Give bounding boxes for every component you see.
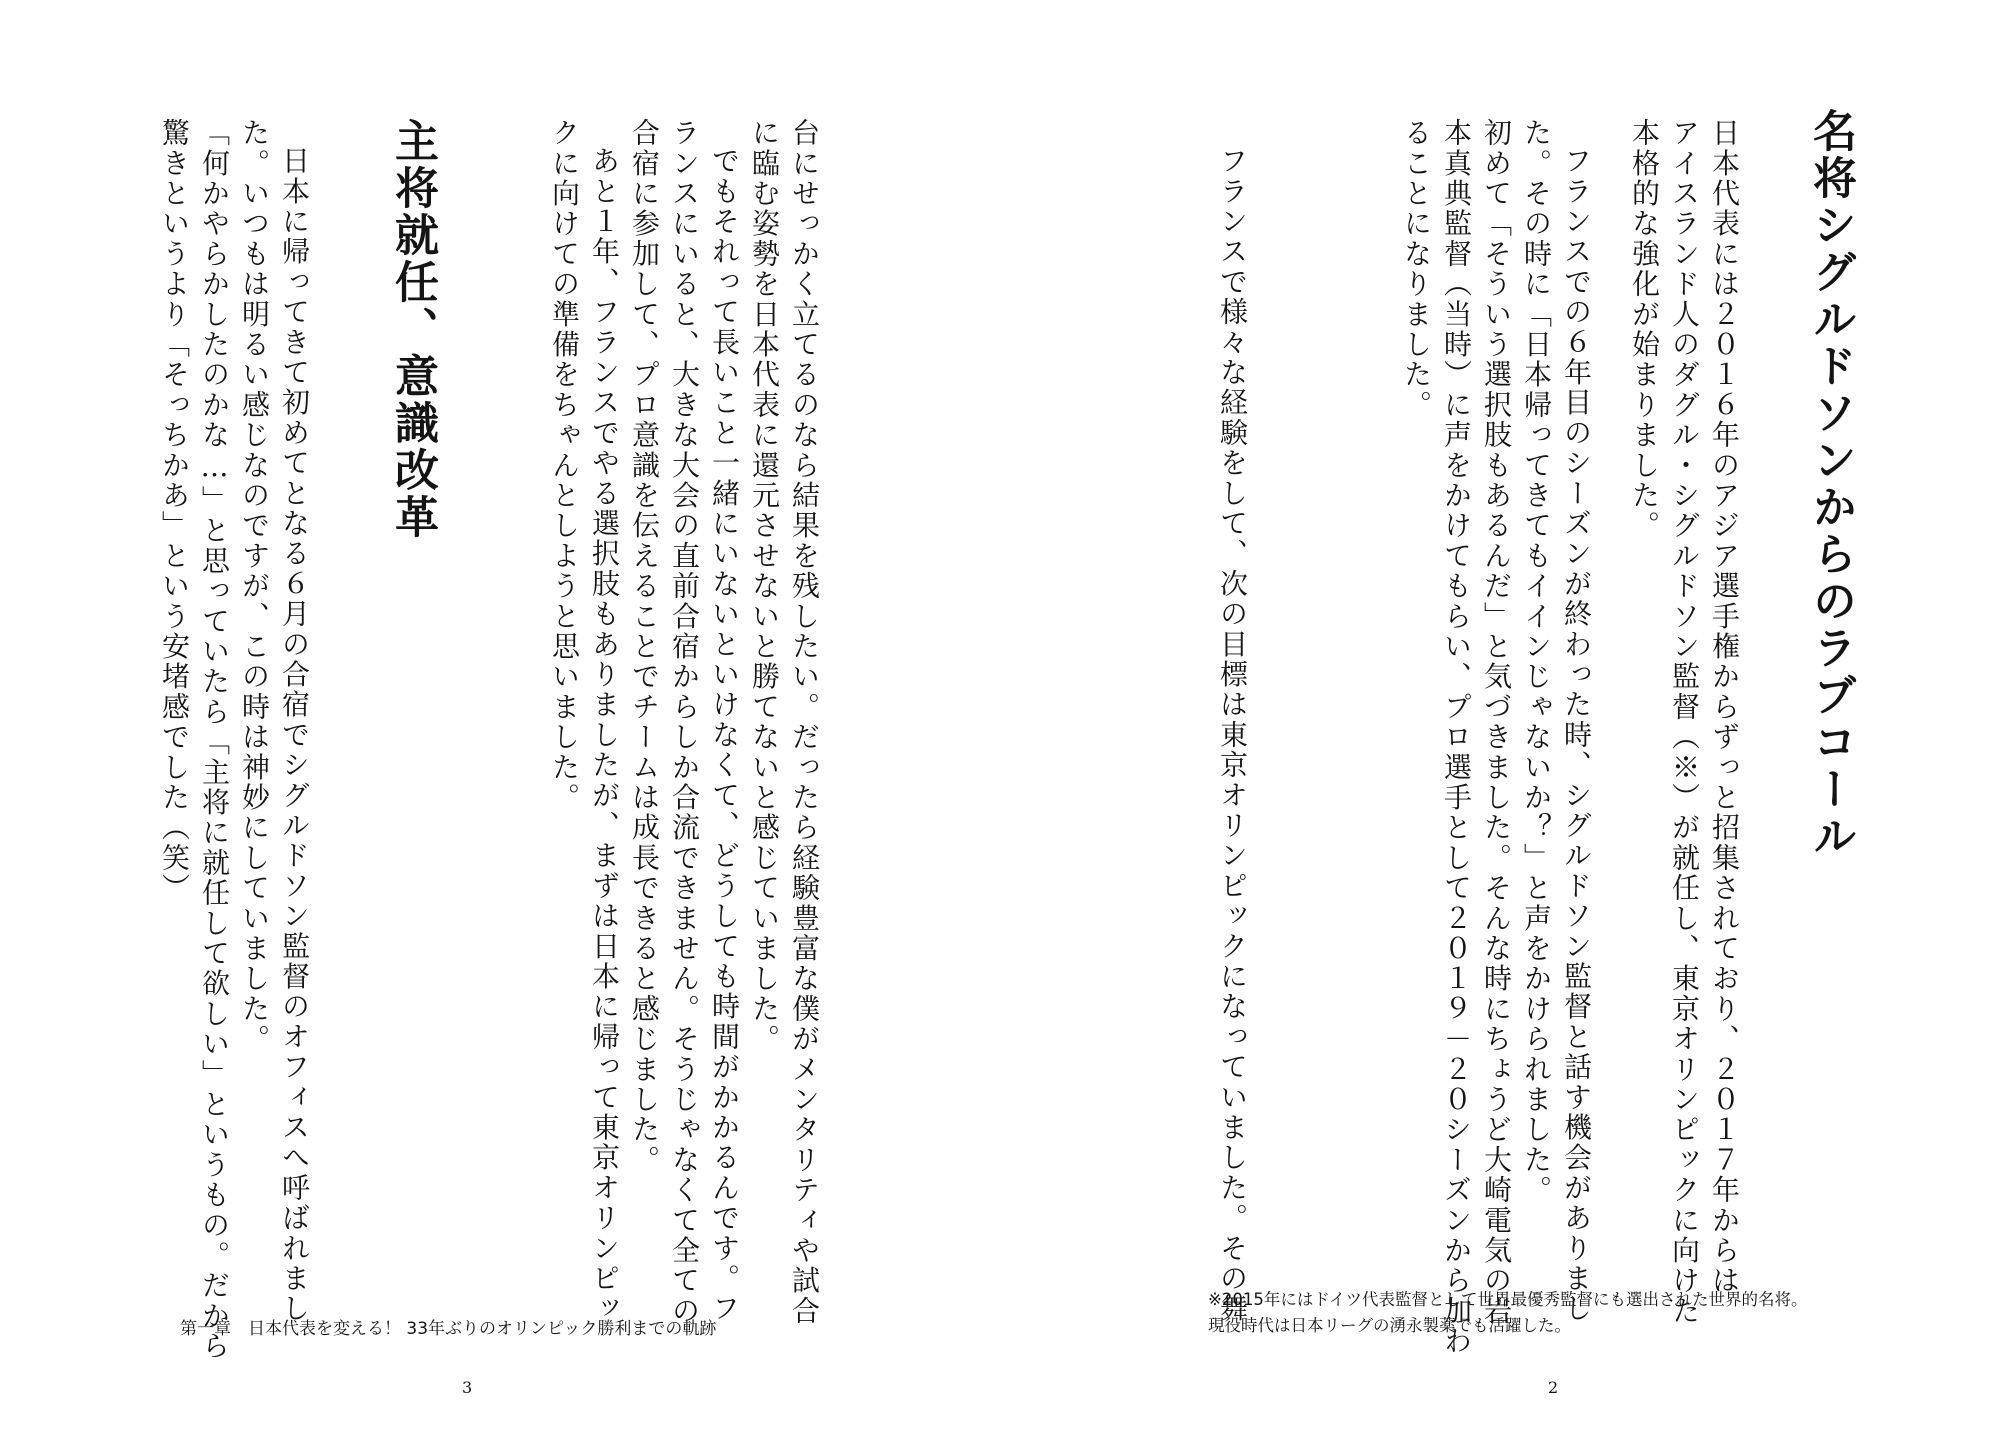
- section-heading: 主将就任、意識改革: [387, 118, 438, 541]
- text-line: フランスで様々な経験をして、次の目標は東京オリンピックになっていました。その舞: [1216, 146, 1249, 1324]
- text-line: た。いつもは明るい感じなのですが、この時は神妙にしていました。: [238, 118, 271, 1055]
- text-line: フランスでの６年目のシーズンが終わった時、シグルドソン監督と話す機会がありまし: [1560, 146, 1593, 1324]
- footnote: ※2015年にはドイツ代表監督として世界最優秀監督にも選出された世界的名将。: [1208, 1290, 1808, 1309]
- text-line: 初めて「そういう選択肢もあるんだ」と気づきました。そんな時にちょうど大崎電気の岩: [1480, 118, 1513, 1326]
- text-line: 合宿に参加して、プロ意識を伝えることでチームは成長できると感じました。: [628, 118, 661, 1175]
- text-line: 台にせっかく立てるのなら結果を残したい。だったら経験豊富な僕がメンタリティや試合: [788, 118, 821, 1326]
- section-heading: 名将シグルドソンからのラブコール: [1805, 108, 1856, 860]
- text-line: 本真典監督（当時）に声をかけてもらい、プロ選手として２０１９－２０シーズンから加わ: [1440, 118, 1473, 1357]
- text-line: た。その時に「日本帰ってきてもイインじゃないか？」と声をかけられました。: [1520, 118, 1553, 1206]
- text-line: 本格的な強化が始まりました。: [1628, 118, 1661, 541]
- text-line: に臨む姿勢を日本代表に還元させないと勝てないと感じていました。: [748, 118, 781, 1055]
- text-line: ランスにいると、大きな大会の直前合宿からしか合流できません。そうじゃなくて全ての: [668, 118, 701, 1326]
- page-number: 2: [1548, 1378, 1559, 1397]
- text-line: ることになりました。: [1400, 118, 1433, 420]
- footnote: 現役時代は日本リーグの湧永製薬でも活躍した。: [1208, 1316, 1571, 1335]
- text-line: クに向けての準備をちゃんとしようと思いました。: [548, 118, 581, 813]
- text-line: 驚きというより「そっちかあ」という安堵感でした（笑）: [158, 118, 191, 904]
- right-page: [1002, 0, 2004, 1454]
- text-line: 日本代表には２０１６年のアジア選手権からずっと招集されており、２０１７年からは: [1708, 118, 1741, 1296]
- text-line: 「何かやらかしたのかな…」と思っていたら「主将に就任して欲しい」というもの。だから: [198, 118, 231, 1362]
- text-line: あと１年、フランスでやる選択肢もありましたが、まずは日本に帰って東京オリンピッ: [588, 146, 621, 1324]
- page-number: 3: [462, 1378, 473, 1397]
- text-line: でもそれって長いこと一緒にいないといけなくて、どうしても時間がかかるんです。フ: [708, 146, 741, 1324]
- text-line: アイスランド人のダグル・シグルドソン監督（※）が就任し、東京オリンピックに向けた: [1668, 118, 1701, 1326]
- running-footer: 第一章 日本代表を変える！ 33年ぶりのオリンピック勝利までの軌跡: [180, 1319, 717, 1339]
- text-line: 日本に帰ってきて初めてとなる６月の合宿でシグルドソン監督のオフィスへ呼ばれまし: [278, 146, 311, 1324]
